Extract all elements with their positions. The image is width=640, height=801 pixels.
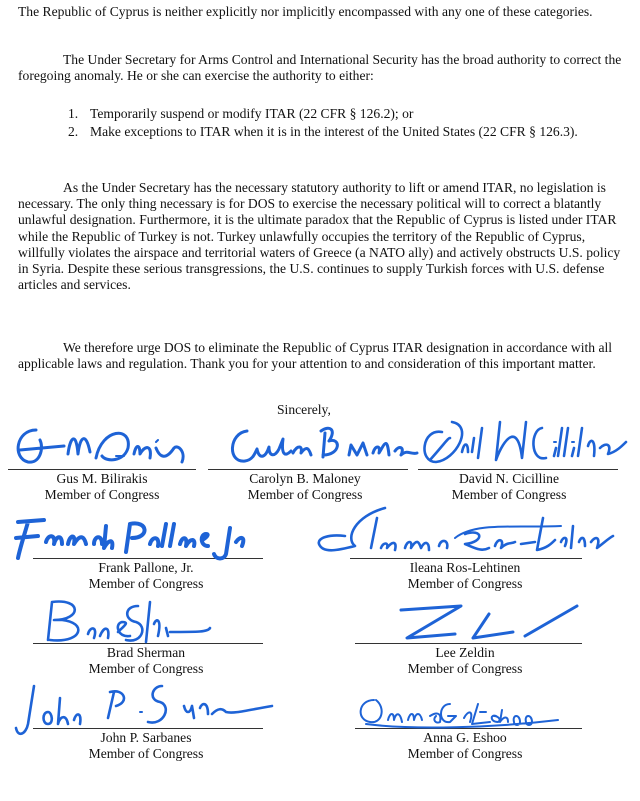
signature-sarbanes: [12, 678, 277, 746]
signature-eshoo: [352, 690, 564, 735]
signatory-name: Gus M. Bilirakis: [56, 471, 148, 486]
paragraph-urge: We therefore urge DOS to eliminate the Republic of Cyprus ITAR designation in accordance with all applicable laws and regulation. Thank you for your attention to and consideration of this important matter.: [18, 340, 613, 372]
signature-cicilline: [412, 408, 637, 478]
signatory-title: Member of Congress: [407, 661, 523, 676]
list-text: Make exceptions to ITAR when it is in the interest of the United States (22 CFR § 126.3).: [90, 124, 578, 139]
signature-pallone: [10, 508, 275, 563]
signature-maloney: [225, 415, 420, 475]
signatory-name: Ileana Ros-Lehtinen: [409, 560, 521, 575]
signatory-title: Member of Congress: [44, 487, 160, 502]
list-number: 2.: [68, 124, 79, 139]
signatory-name: David N. Cicilline: [458, 471, 560, 486]
signatory-name: John P. Sarbanes: [100, 730, 192, 745]
list-text: Temporarily suspend or modify ITAR (22 CFR § 126.2); or: [90, 106, 414, 121]
list-number: 1.: [68, 106, 79, 121]
signature-ros-lehtinen: [315, 498, 615, 568]
signatory-title: Member of Congress: [88, 576, 204, 591]
signatory-title: Member of Congress: [407, 576, 523, 591]
signatory-name: Lee Zeldin: [435, 645, 495, 660]
paragraph-undersecretary: As the Under Secretary has the necessary statutory authority to lift or amend ITAR, no legislation is necessary. The only thing necessary is for DOS to exercise the necessary political will to correct a blatantly unlawful designation. Furthermore, it is the ultimate paradox that the Republic of Cyprus is listed under ITAR while the Republic of Turkey is not. Turkey unlawfully occupies the territory of the Republic of Cyprus, willfully violates the airspace and territorial waters of Greece (a NATO ally) and actively obstructs U.S. policy in Syria. Despite these serious transgressions, the U.S. continues to supply Turkish forces with U.S. defense articles and services.: [18, 180, 621, 293]
paragraph-authority: The Under Secretary for Arms Control and International Security has the broad authority to correct the foregoing anomaly. He or she can exercise the authority to either:: [18, 52, 622, 84]
paragraph-intro: The Republic of Cyprus is neither explicitly nor implicitly encompassed with any one of these categories.: [18, 4, 593, 19]
signature-zeldin: [395, 598, 585, 646]
signatory-title: Member of Congress: [88, 746, 204, 761]
signature-bilirakis: [6, 418, 196, 478]
signatory-title: Member of Congress: [451, 487, 567, 502]
signatory-title: Member of Congress: [247, 487, 363, 502]
signatory-name: Anna G. Eshoo: [423, 730, 507, 745]
signatory-name: Brad Sherman: [106, 645, 186, 660]
signatory-title: Member of Congress: [88, 661, 204, 676]
signature-sherman: [38, 592, 213, 654]
signatory-name: Carolyn B. Maloney: [249, 471, 361, 486]
closing: Sincerely,: [277, 402, 331, 417]
signatory-name: Frank Pallone, Jr.: [98, 560, 194, 575]
signatory-title: Member of Congress: [407, 746, 523, 761]
